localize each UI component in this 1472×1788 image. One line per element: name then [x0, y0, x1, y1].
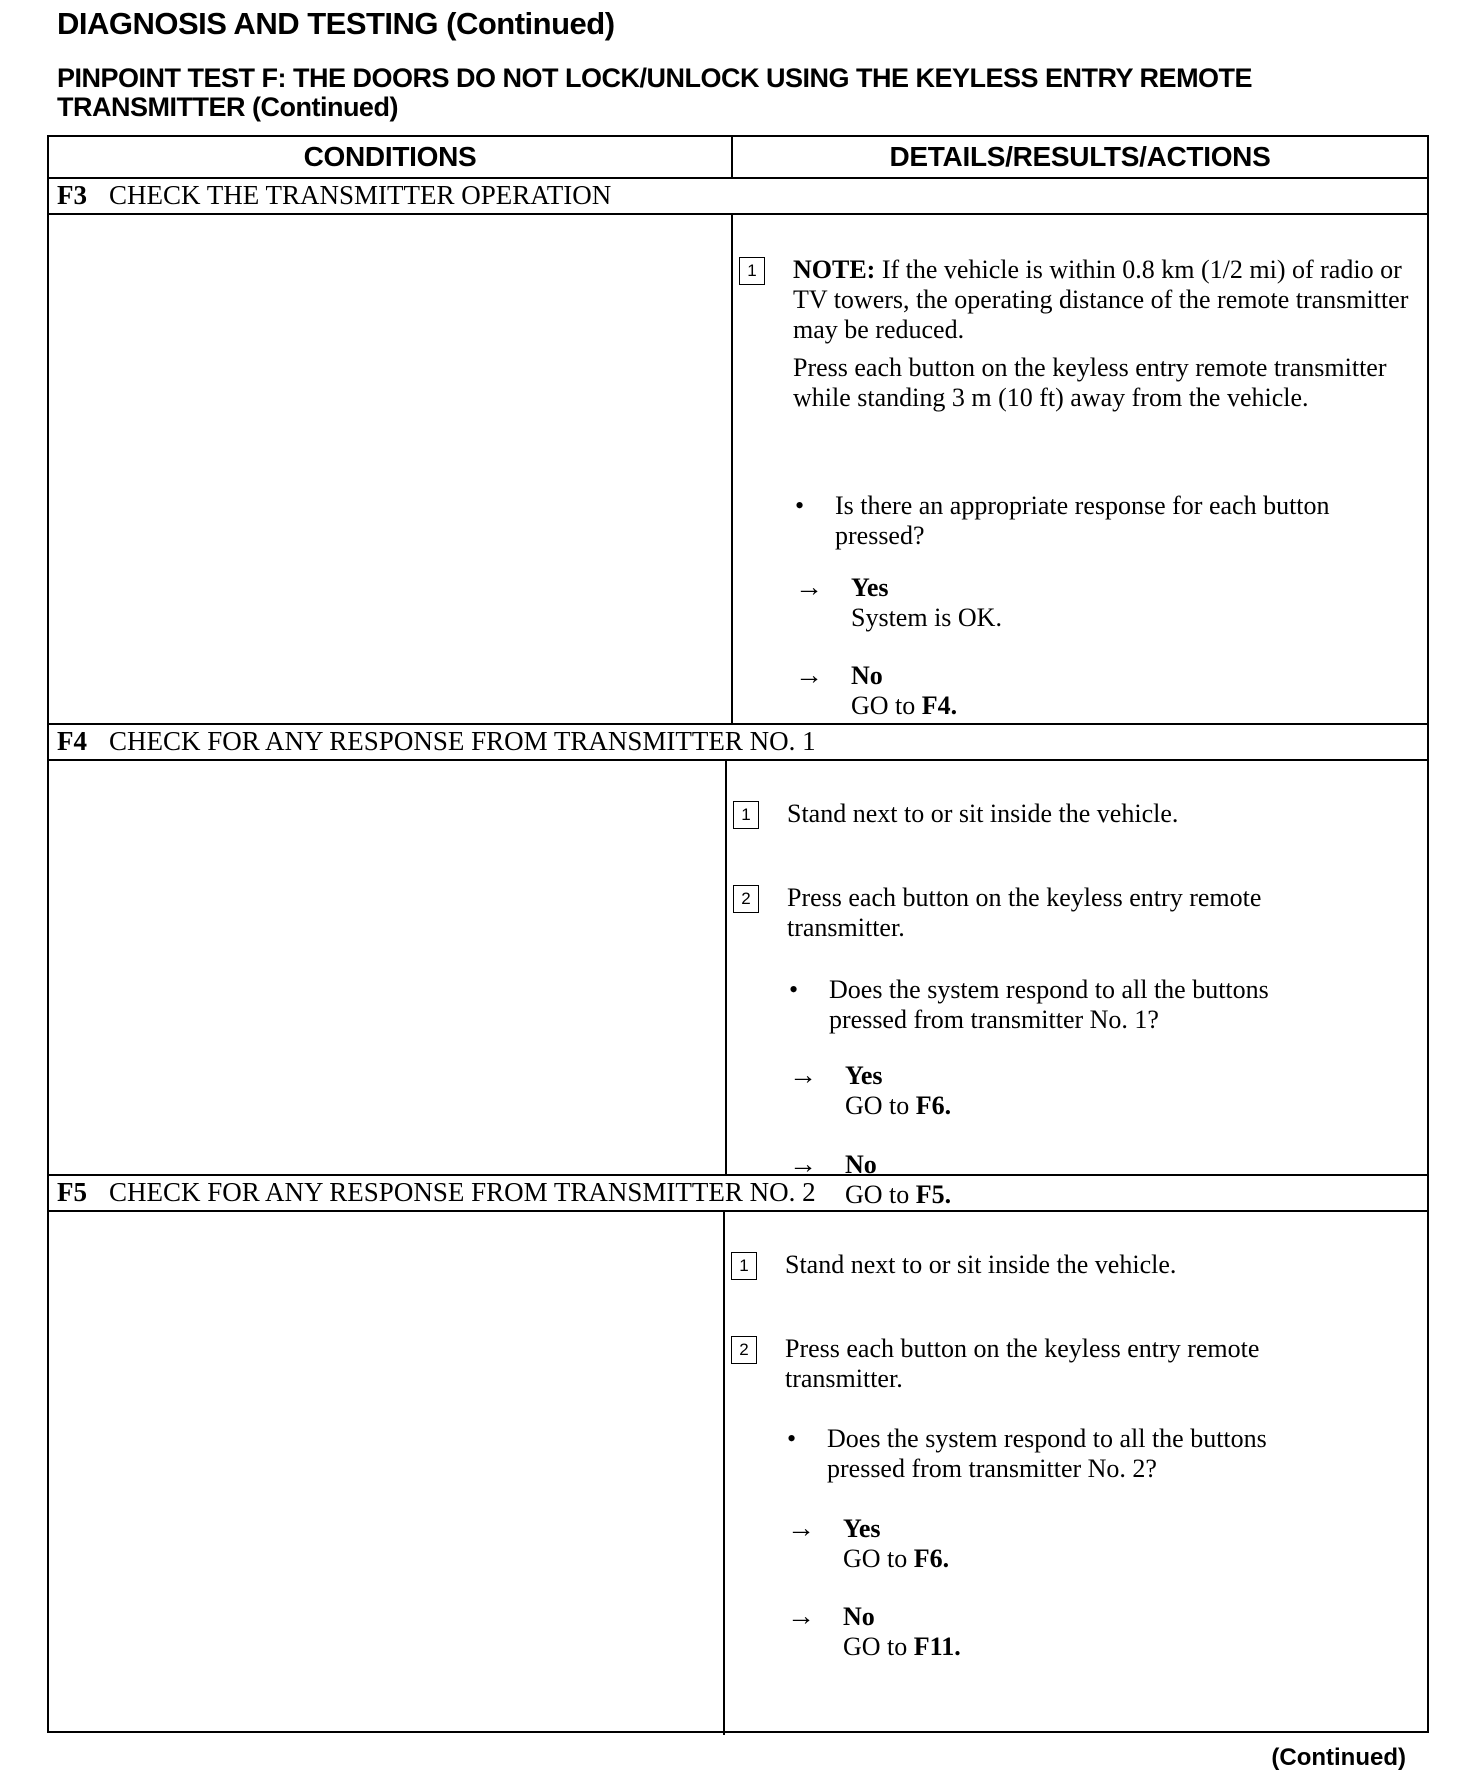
- bullet-glyph: •: [787, 1424, 797, 1453]
- details-f4: [733, 761, 1419, 1209]
- step-number-box: 2: [733, 885, 759, 913]
- step-number-box: 1: [731, 1252, 757, 1280]
- column-header-details: DETAILS/RESULTS/ACTIONS: [889, 141, 1271, 172]
- pinpoint-test-table: [47, 135, 1429, 1733]
- action-text: Stand next to or sit inside the vehicle.: [785, 1250, 1177, 1279]
- no-action-prefix: GO to: [851, 691, 916, 720]
- arrow-icon: →: [795, 572, 823, 603]
- step-number-box: 1: [739, 257, 765, 285]
- details-f5: [731, 1212, 1421, 1732]
- no-action-prefix: GO to: [845, 1180, 910, 1209]
- yes-label: Yes: [851, 573, 889, 602]
- details-f3: [739, 215, 1419, 723]
- step-number-box: 2: [731, 1336, 757, 1364]
- yes-label: Yes: [843, 1514, 881, 1543]
- column-header-conditions: CONDITIONS: [303, 141, 477, 172]
- step-title-f3: [57, 180, 611, 211]
- yes-label: Yes: [845, 1061, 883, 1090]
- question-text: Does the system respond to all the buttons pressed from transmitter No. 1?: [829, 975, 1269, 1034]
- step-title-f4: [57, 726, 816, 757]
- action-text: Press each button on the keyless entry remote transmitter while standing 3 m (10 ft) away from the vehicle.: [793, 353, 1387, 412]
- row-rule: [49, 177, 1427, 179]
- no-label: No: [851, 661, 883, 690]
- note: [793, 255, 1409, 345]
- arrow-icon: →: [795, 660, 823, 691]
- column-divider: [725, 761, 727, 1174]
- arrow-icon: →: [789, 1149, 817, 1180]
- no-action-target: F11.: [913, 1632, 961, 1661]
- action-text: Stand next to or sit inside the vehicle.: [787, 799, 1179, 828]
- action-text: Press each button on the keyless entry remote transmitter.: [785, 1334, 1260, 1393]
- no-action-prefix: GO to: [843, 1632, 908, 1661]
- row-rule: [49, 723, 1427, 725]
- arrow-icon: →: [787, 1601, 815, 1632]
- no-label: No: [843, 1602, 875, 1631]
- arrow-icon: →: [789, 1060, 817, 1091]
- no-action-target: F5.: [915, 1180, 952, 1209]
- yes-action-target: F6.: [915, 1091, 952, 1120]
- step-id: F5: [57, 1177, 87, 1207]
- step-title-text: CHECK FOR ANY RESPONSE FROM TRANSMITTER NO. 2: [109, 1177, 816, 1207]
- test-title: PINPOINT TEST F: THE DOORS DO NOT LOCK/UNLOCK USING THE KEYLESS ENTRY REMOTE TRANSMITTER (Continued): [57, 63, 1253, 122]
- yes-action-target: F6.: [913, 1544, 950, 1573]
- step-title-text: CHECK THE TRANSMITTER OPERATION: [109, 180, 612, 210]
- continued-footer: (Continued): [1271, 1744, 1406, 1771]
- step-number-box: 1: [733, 801, 759, 829]
- yes-action-prefix: GO to: [845, 1091, 910, 1120]
- note-text: If the vehicle is within 0.8 km (1/2 mi) of radio or TV towers, the operating distance of the remote transmitter may be reduced.: [793, 255, 1409, 344]
- step-title-text: CHECK FOR ANY RESPONSE FROM TRANSMITTER NO. 1: [109, 726, 816, 756]
- step-id: F3: [57, 180, 87, 210]
- arrow-icon: →: [787, 1513, 815, 1544]
- note-label: NOTE:: [793, 255, 876, 284]
- bullet-glyph: •: [789, 975, 799, 1004]
- page-title: DIAGNOSIS AND TESTING (Continued): [57, 6, 615, 41]
- yes-action: System is OK.: [851, 603, 1002, 632]
- column-divider: [731, 215, 733, 723]
- question-text: Does the system respond to all the buttons pressed from transmitter No. 2?: [827, 1424, 1267, 1483]
- yes-action-prefix: GO to: [843, 1544, 908, 1573]
- action-text: Press each button on the keyless entry remote transmitter.: [787, 883, 1262, 942]
- no-action-target: F4.: [921, 691, 958, 720]
- question-text: Is there an appropriate response for each button pressed?: [835, 491, 1330, 550]
- step-id: F4: [57, 726, 87, 756]
- no-label: No: [845, 1150, 877, 1179]
- column-divider: [723, 1212, 725, 1735]
- bullet-glyph: •: [795, 491, 805, 520]
- step-title-f5: [57, 1177, 816, 1208]
